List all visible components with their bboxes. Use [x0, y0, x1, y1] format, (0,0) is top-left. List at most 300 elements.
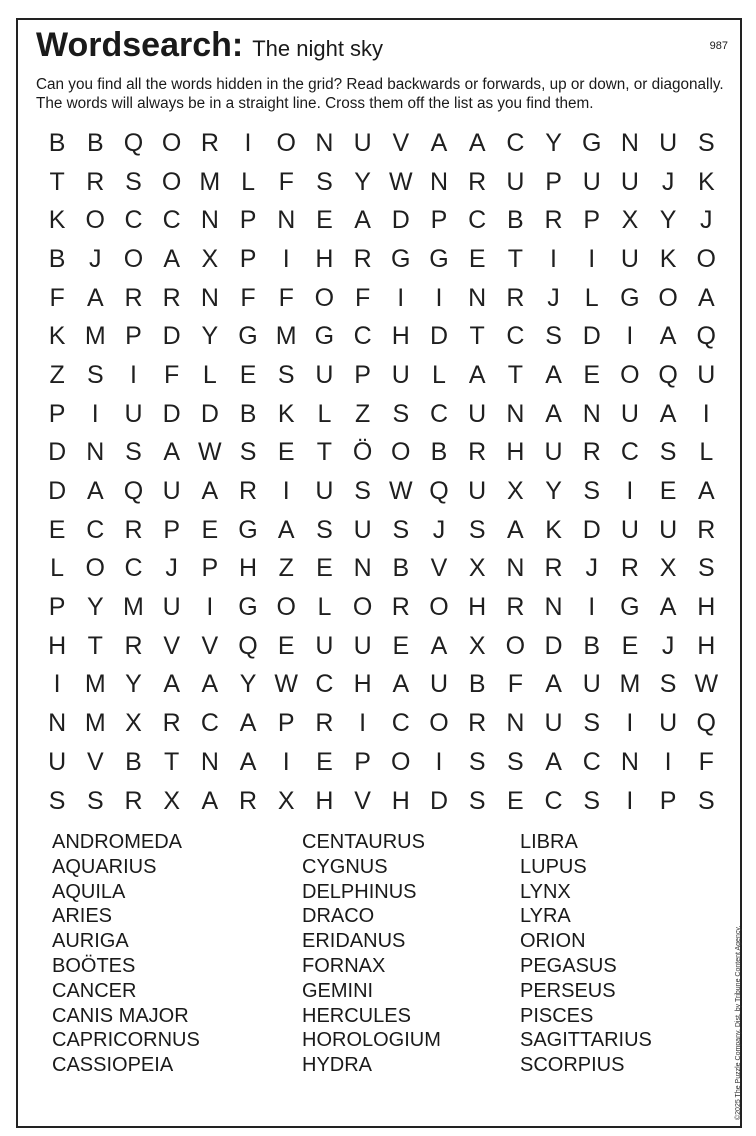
grid-letter[interactable]: Y [545, 128, 562, 157]
grid-letter[interactable]: X [125, 709, 142, 738]
grid-letter[interactable]: Y [125, 670, 142, 699]
grid-letter[interactable]: P [354, 360, 371, 389]
grid-letter[interactable]: D [200, 399, 219, 428]
grid-letter[interactable]: S [316, 515, 333, 544]
grid-letter[interactable]: O [352, 593, 373, 622]
grid-letter[interactable]: I [282, 244, 290, 273]
grid-letter[interactable]: A [468, 360, 486, 389]
grid-letter[interactable]: U [429, 670, 448, 699]
grid-letter[interactable]: N [506, 709, 525, 738]
grid-letter[interactable]: N [315, 128, 334, 157]
grid-letter[interactable]: C [315, 670, 334, 699]
grid-letter[interactable]: U [315, 477, 334, 506]
grid-letter[interactable]: S [468, 747, 486, 776]
grid-letter[interactable]: K [48, 322, 66, 351]
grid-letter[interactable]: B [583, 631, 601, 660]
grid-letter[interactable]: C [353, 322, 372, 351]
grid-letter[interactable]: E [316, 554, 333, 583]
grid-letter[interactable]: R [124, 631, 143, 660]
grid-letter[interactable]: U [48, 747, 67, 776]
grid-letter[interactable]: D [429, 786, 448, 815]
grid-letter[interactable]: H [468, 593, 487, 622]
grid-letter[interactable]: S [277, 360, 295, 389]
grid-letter[interactable]: N [506, 399, 525, 428]
grid-letter[interactable]: S [86, 360, 104, 389]
grid-letter[interactable]: U [124, 399, 143, 428]
grid-letter[interactable]: P [125, 322, 142, 351]
grid-letter[interactable]: D [582, 515, 601, 544]
grid-letter[interactable]: H [48, 631, 67, 660]
grid-letter[interactable]: L [699, 438, 714, 467]
grid-letter[interactable]: L [241, 167, 255, 196]
grid-letter[interactable]: S [697, 128, 715, 157]
grid-letter[interactable]: X [163, 786, 180, 815]
grid-letter[interactable]: E [201, 515, 219, 544]
grid-letter[interactable]: A [239, 709, 257, 738]
grid-letter[interactable]: R [506, 593, 525, 622]
grid-letter[interactable]: Z [354, 399, 371, 428]
grid-letter[interactable]: R [620, 554, 639, 583]
grid-letter[interactable]: D [162, 399, 181, 428]
grid-letter[interactable]: C [506, 128, 525, 157]
grid-letter[interactable]: I [282, 747, 290, 776]
grid-letter[interactable]: I [435, 747, 443, 776]
grid-letter[interactable]: A [697, 283, 715, 312]
grid-letter[interactable]: U [582, 670, 601, 699]
grid-letter[interactable]: I [626, 709, 634, 738]
grid-letter[interactable]: S [392, 399, 410, 428]
grid-letter[interactable]: F [278, 283, 294, 312]
grid-letter[interactable]: S [354, 477, 371, 506]
grid-letter[interactable]: E [621, 631, 639, 660]
grid-letter[interactable]: S [697, 554, 715, 583]
grid-letter[interactable]: I [397, 283, 405, 312]
grid-letter[interactable]: R [162, 283, 181, 312]
grid-letter[interactable]: S [507, 747, 524, 776]
grid-letter[interactable]: P [583, 206, 601, 235]
grid-letter[interactable]: R [124, 283, 143, 312]
grid-letter[interactable]: X [201, 244, 219, 273]
grid-letter[interactable]: R [544, 554, 563, 583]
grid-letter[interactable]: C [124, 554, 143, 583]
grid-letter[interactable]: C [468, 206, 487, 235]
grid-letter[interactable]: D [391, 206, 410, 235]
grid-letter[interactable]: C [506, 322, 525, 351]
grid-letter[interactable]: O [161, 128, 182, 157]
grid-letter[interactable]: F [49, 283, 65, 312]
grid-letter[interactable]: D [582, 322, 601, 351]
grid-letter[interactable]: L [317, 399, 332, 428]
grid-letter[interactable]: K [48, 206, 66, 235]
grid-letter[interactable]: E [468, 244, 486, 273]
grid-letter[interactable]: G [391, 244, 411, 273]
grid-letter[interactable]: P [163, 515, 180, 544]
grid-letter[interactable]: V [392, 128, 410, 157]
grid-letter[interactable]: L [50, 554, 65, 583]
grid-letter[interactable]: S [125, 438, 142, 467]
grid-letter[interactable]: L [317, 593, 332, 622]
grid-letter[interactable]: J [432, 515, 446, 544]
grid-letter[interactable]: U [315, 360, 334, 389]
grid-letter[interactable]: A [659, 399, 677, 428]
grid-letter[interactable]: N [353, 554, 372, 583]
grid-letter[interactable]: O [123, 244, 144, 273]
grid-letter[interactable]: I [550, 244, 557, 273]
grid-letter[interactable]: H [315, 786, 334, 815]
grid-letter[interactable]: C [124, 206, 143, 235]
grid-letter[interactable]: A [392, 670, 410, 699]
grid-letter[interactable]: Y [201, 322, 219, 351]
grid-letter[interactable]: W [198, 438, 222, 467]
grid-letter[interactable]: I [588, 244, 596, 273]
grid-letter[interactable]: J [700, 206, 713, 235]
grid-letter[interactable]: N [620, 747, 639, 776]
grid-letter[interactable]: P [277, 709, 295, 738]
grid-letter[interactable]: U [353, 515, 372, 544]
grid-letter[interactable]: T [87, 631, 103, 660]
grid-letter[interactable]: E [316, 206, 333, 235]
grid-letter[interactable]: C [162, 206, 181, 235]
grid-letter[interactable]: P [239, 244, 257, 273]
grid-letter[interactable]: C [86, 515, 105, 544]
grid-letter[interactable]: U [582, 167, 601, 196]
grid-letter[interactable]: L [432, 360, 446, 389]
grid-letter[interactable]: S [125, 167, 142, 196]
grid-letter[interactable]: A [659, 322, 677, 351]
grid-letter[interactable]: P [48, 399, 66, 428]
grid-letter[interactable]: C [391, 709, 410, 738]
grid-letter[interactable]: Q [238, 631, 258, 660]
grid-letter[interactable]: V [354, 786, 371, 815]
grid-letter[interactable]: G [238, 593, 258, 622]
grid-letter[interactable]: U [659, 515, 678, 544]
grid-letter[interactable]: E [48, 515, 66, 544]
grid-letter[interactable]: I [664, 747, 672, 776]
grid-letter[interactable]: N [277, 206, 296, 235]
grid-letter[interactable]: V [86, 747, 104, 776]
grid-letter[interactable]: W [388, 477, 413, 506]
grid-letter[interactable]: I [702, 399, 710, 428]
grid-letter[interactable]: K [659, 244, 677, 273]
grid-letter[interactable]: I [244, 128, 252, 157]
grid-letter[interactable]: M [84, 709, 106, 738]
grid-letter[interactable]: B [48, 244, 66, 273]
grid-letter[interactable]: I [435, 283, 443, 312]
grid-letter[interactable]: I [626, 477, 634, 506]
grid-letter[interactable]: E [507, 786, 524, 815]
grid-letter[interactable]: E [239, 360, 257, 389]
grid-letter[interactable]: C [200, 709, 219, 738]
grid-letter[interactable]: G [238, 322, 258, 351]
grid-letter[interactable]: A [507, 515, 524, 544]
grid-letter[interactable]: P [48, 593, 66, 622]
grid-letter[interactable]: P [430, 206, 448, 235]
grid-letter[interactable]: F [507, 670, 523, 699]
grid-letter[interactable]: C [544, 786, 563, 815]
grid-letter[interactable]: H [506, 438, 525, 467]
grid-letter[interactable]: S [583, 786, 601, 815]
grid-letter[interactable]: A [545, 747, 562, 776]
grid-letter[interactable]: S [468, 786, 486, 815]
grid-letter[interactable]: E [277, 631, 295, 660]
grid-letter[interactable]: A [659, 593, 677, 622]
grid-letter[interactable]: A [86, 477, 104, 506]
grid-letter[interactable]: Y [545, 477, 562, 506]
grid-letter[interactable]: R [124, 515, 143, 544]
grid-letter[interactable]: N [582, 399, 601, 428]
grid-letter[interactable]: E [316, 747, 333, 776]
grid-letter[interactable]: W [694, 670, 719, 699]
grid-letter[interactable]: N [620, 128, 639, 157]
grid-letter[interactable]: R [315, 709, 334, 738]
grid-letter[interactable]: M [84, 322, 106, 351]
grid-letter[interactable]: U [620, 515, 639, 544]
grid-letter[interactable]: O [391, 747, 411, 776]
grid-letter[interactable]: A [163, 438, 180, 467]
grid-letter[interactable]: A [430, 128, 448, 157]
grid-letter[interactable]: K [697, 167, 715, 196]
grid-letter[interactable]: J [661, 167, 675, 196]
grid-letter[interactable]: R [239, 477, 258, 506]
grid-letter[interactable]: U [620, 244, 639, 273]
grid-letter[interactable]: X [468, 554, 486, 583]
grid-letter[interactable]: P [239, 206, 257, 235]
grid-letter[interactable]: B [86, 128, 104, 157]
grid-letter[interactable]: A [201, 670, 219, 699]
grid-letter[interactable]: Y [659, 206, 677, 235]
grid-letter[interactable]: A [545, 399, 562, 428]
grid-letter[interactable]: P [201, 554, 219, 583]
grid-letter[interactable]: F [240, 283, 256, 312]
grid-letter[interactable]: N [429, 167, 448, 196]
grid-letter[interactable]: R [239, 786, 258, 815]
grid-letter[interactable]: H [391, 786, 410, 815]
grid-letter[interactable]: A [277, 515, 295, 544]
grid-letter[interactable]: I [53, 670, 61, 699]
grid-letter[interactable]: O [161, 167, 182, 196]
grid-letter[interactable]: T [507, 360, 523, 389]
grid-letter[interactable]: I [91, 399, 99, 428]
grid-letter[interactable]: I [359, 709, 367, 738]
grid-letter[interactable]: U [659, 128, 678, 157]
grid-letter[interactable]: O [620, 360, 640, 389]
grid-letter[interactable]: V [201, 631, 219, 660]
grid-letter[interactable]: I [129, 360, 137, 389]
grid-letter[interactable]: T [316, 438, 333, 467]
grid-letter[interactable]: E [392, 631, 410, 660]
grid-letter[interactable]: R [582, 438, 601, 467]
grid-letter[interactable]: U [162, 477, 181, 506]
grid-letter[interactable]: X [621, 206, 639, 235]
grid-letter[interactable]: G [620, 593, 640, 622]
grid-letter[interactable]: E [659, 477, 677, 506]
grid-letter[interactable]: U [468, 399, 487, 428]
grid-letter[interactable]: Ö [352, 438, 373, 467]
grid-letter[interactable]: F [698, 747, 714, 776]
grid-letter[interactable]: K [545, 515, 562, 544]
grid-letter[interactable]: R [124, 786, 143, 815]
grid-letter[interactable]: U [659, 709, 678, 738]
grid-letter[interactable]: Q [429, 477, 449, 506]
grid-letter[interactable]: M [123, 593, 144, 622]
grid-letter[interactable]: N [86, 438, 105, 467]
grid-letter[interactable]: J [585, 554, 598, 583]
grid-letter[interactable]: I [282, 477, 290, 506]
grid-letter[interactable]: A [430, 631, 448, 660]
grid-letter[interactable]: H [391, 322, 410, 351]
grid-letter[interactable]: E [277, 438, 295, 467]
grid-letter[interactable]: I [588, 593, 596, 622]
grid-letter[interactable]: K [277, 399, 295, 428]
grid-letter[interactable]: Q [123, 477, 144, 506]
grid-letter[interactable]: S [659, 670, 677, 699]
grid-letter[interactable]: Y [354, 167, 371, 196]
grid-letter[interactable]: B [468, 670, 486, 699]
grid-letter[interactable]: D [162, 322, 181, 351]
grid-letter[interactable]: O [276, 128, 296, 157]
grid-letter[interactable]: H [697, 593, 716, 622]
grid-letter[interactable]: V [163, 631, 180, 660]
grid-letter[interactable]: B [392, 554, 410, 583]
grid-letter[interactable]: U [353, 631, 372, 660]
grid-letter[interactable]: T [164, 747, 180, 776]
grid-letter[interactable]: Y [239, 670, 257, 699]
grid-letter[interactable]: A [545, 360, 562, 389]
grid-letter[interactable]: R [468, 709, 487, 738]
grid-letter[interactable]: Q [696, 322, 716, 351]
grid-letter[interactable]: S [392, 515, 410, 544]
grid-letter[interactable]: A [545, 670, 562, 699]
grid-letter[interactable]: R [391, 593, 410, 622]
grid-letter[interactable]: M [84, 670, 106, 699]
grid-letter[interactable]: S [316, 167, 333, 196]
grid-letter[interactable]: M [199, 167, 221, 196]
grid-letter[interactable]: U [468, 477, 487, 506]
grid-letter[interactable]: O [314, 283, 335, 312]
grid-letter[interactable]: T [49, 167, 65, 196]
grid-letter[interactable]: H [315, 244, 334, 273]
grid-letter[interactable]: S [697, 786, 715, 815]
grid-letter[interactable]: S [583, 709, 601, 738]
grid-letter[interactable]: B [507, 206, 524, 235]
grid-letter[interactable]: O [391, 438, 411, 467]
grid-letter[interactable]: V [430, 554, 448, 583]
grid-letter[interactable]: N [48, 709, 67, 738]
grid-letter[interactable]: A [239, 747, 257, 776]
grid-letter[interactable]: B [239, 399, 257, 428]
grid-letter[interactable]: F [278, 167, 294, 196]
grid-letter[interactable]: U [620, 167, 639, 196]
grid-letter[interactable]: A [201, 477, 219, 506]
grid-letter[interactable]: O [85, 554, 105, 583]
grid-letter[interactable]: S [545, 322, 562, 351]
grid-letter[interactable]: F [164, 360, 180, 389]
grid-letter[interactable]: L [584, 283, 599, 312]
grid-letter[interactable]: R [544, 206, 563, 235]
grid-letter[interactable]: O [505, 631, 526, 660]
grid-letter[interactable]: G [581, 128, 602, 157]
grid-letter[interactable]: D [429, 322, 448, 351]
grid-letter[interactable]: N [468, 283, 487, 312]
grid-letter[interactable]: U [391, 360, 410, 389]
grid-letter[interactable]: Z [49, 360, 65, 389]
grid-letter[interactable]: B [48, 128, 66, 157]
grid-letter[interactable]: X [277, 786, 295, 815]
grid-letter[interactable]: L [202, 360, 217, 389]
grid-letter[interactable]: U [162, 593, 181, 622]
grid-letter[interactable]: W [388, 167, 413, 196]
grid-letter[interactable]: C [620, 438, 639, 467]
grid-letter[interactable]: A [697, 477, 715, 506]
grid-letter[interactable]: H [353, 670, 372, 699]
grid-letter[interactable]: N [200, 206, 219, 235]
grid-letter[interactable]: R [200, 128, 219, 157]
grid-letter[interactable]: O [276, 593, 296, 622]
grid-letter[interactable]: N [200, 747, 219, 776]
grid-letter[interactable]: R [468, 438, 487, 467]
grid-letter[interactable]: P [659, 786, 677, 815]
grid-letter[interactable]: A [163, 670, 180, 699]
grid-letter[interactable]: F [354, 283, 371, 312]
grid-letter[interactable]: Q [123, 128, 144, 157]
grid-letter[interactable]: R [697, 515, 716, 544]
grid-letter[interactable]: J [661, 631, 675, 660]
grid-letter[interactable]: C [582, 747, 601, 776]
grid-letter[interactable]: X [468, 631, 486, 660]
grid-letter[interactable]: D [48, 438, 67, 467]
grid-letter[interactable]: O [429, 709, 449, 738]
grid-letter[interactable]: D [544, 631, 563, 660]
grid-letter[interactable]: R [162, 709, 181, 738]
grid-letter[interactable]: P [354, 747, 371, 776]
grid-letter[interactable]: B [125, 747, 142, 776]
grid-letter[interactable]: R [506, 283, 525, 312]
grid-letter[interactable]: A [468, 128, 486, 157]
grid-letter[interactable]: R [468, 167, 487, 196]
grid-letter[interactable]: H [239, 554, 258, 583]
grid-letter[interactable]: U [353, 128, 372, 157]
grid-letter[interactable]: J [165, 554, 178, 583]
grid-letter[interactable]: U [544, 438, 563, 467]
grid-letter[interactable]: G [238, 515, 258, 544]
grid-letter[interactable]: S [659, 438, 677, 467]
grid-letter[interactable]: O [658, 283, 678, 312]
grid-letter[interactable]: E [583, 360, 601, 389]
grid-letter[interactable]: N [544, 593, 563, 622]
grid-letter[interactable]: A [163, 244, 180, 273]
grid-letter[interactable]: Q [658, 360, 678, 389]
grid-letter[interactable]: J [89, 244, 102, 273]
grid-letter[interactable]: W [274, 670, 299, 699]
grid-letter[interactable]: X [659, 554, 677, 583]
grid-letter[interactable]: U [697, 360, 716, 389]
grid-letter[interactable]: X [507, 477, 524, 506]
grid-letter[interactable]: A [86, 283, 104, 312]
grid-letter[interactable]: S [48, 786, 66, 815]
grid-letter[interactable]: Z [278, 554, 294, 583]
grid-letter[interactable]: U [315, 631, 334, 660]
grid-letter[interactable]: O [696, 244, 716, 273]
grid-letter[interactable]: R [353, 244, 372, 273]
grid-letter[interactable]: B [430, 438, 448, 467]
grid-letter[interactable]: G [314, 322, 335, 351]
grid-letter[interactable]: Y [86, 593, 104, 622]
grid-letter[interactable]: I [206, 593, 214, 622]
grid-letter[interactable]: S [86, 786, 104, 815]
grid-letter[interactable]: R [86, 167, 105, 196]
grid-letter[interactable]: U [506, 167, 525, 196]
grid-letter[interactable]: N [506, 554, 525, 583]
